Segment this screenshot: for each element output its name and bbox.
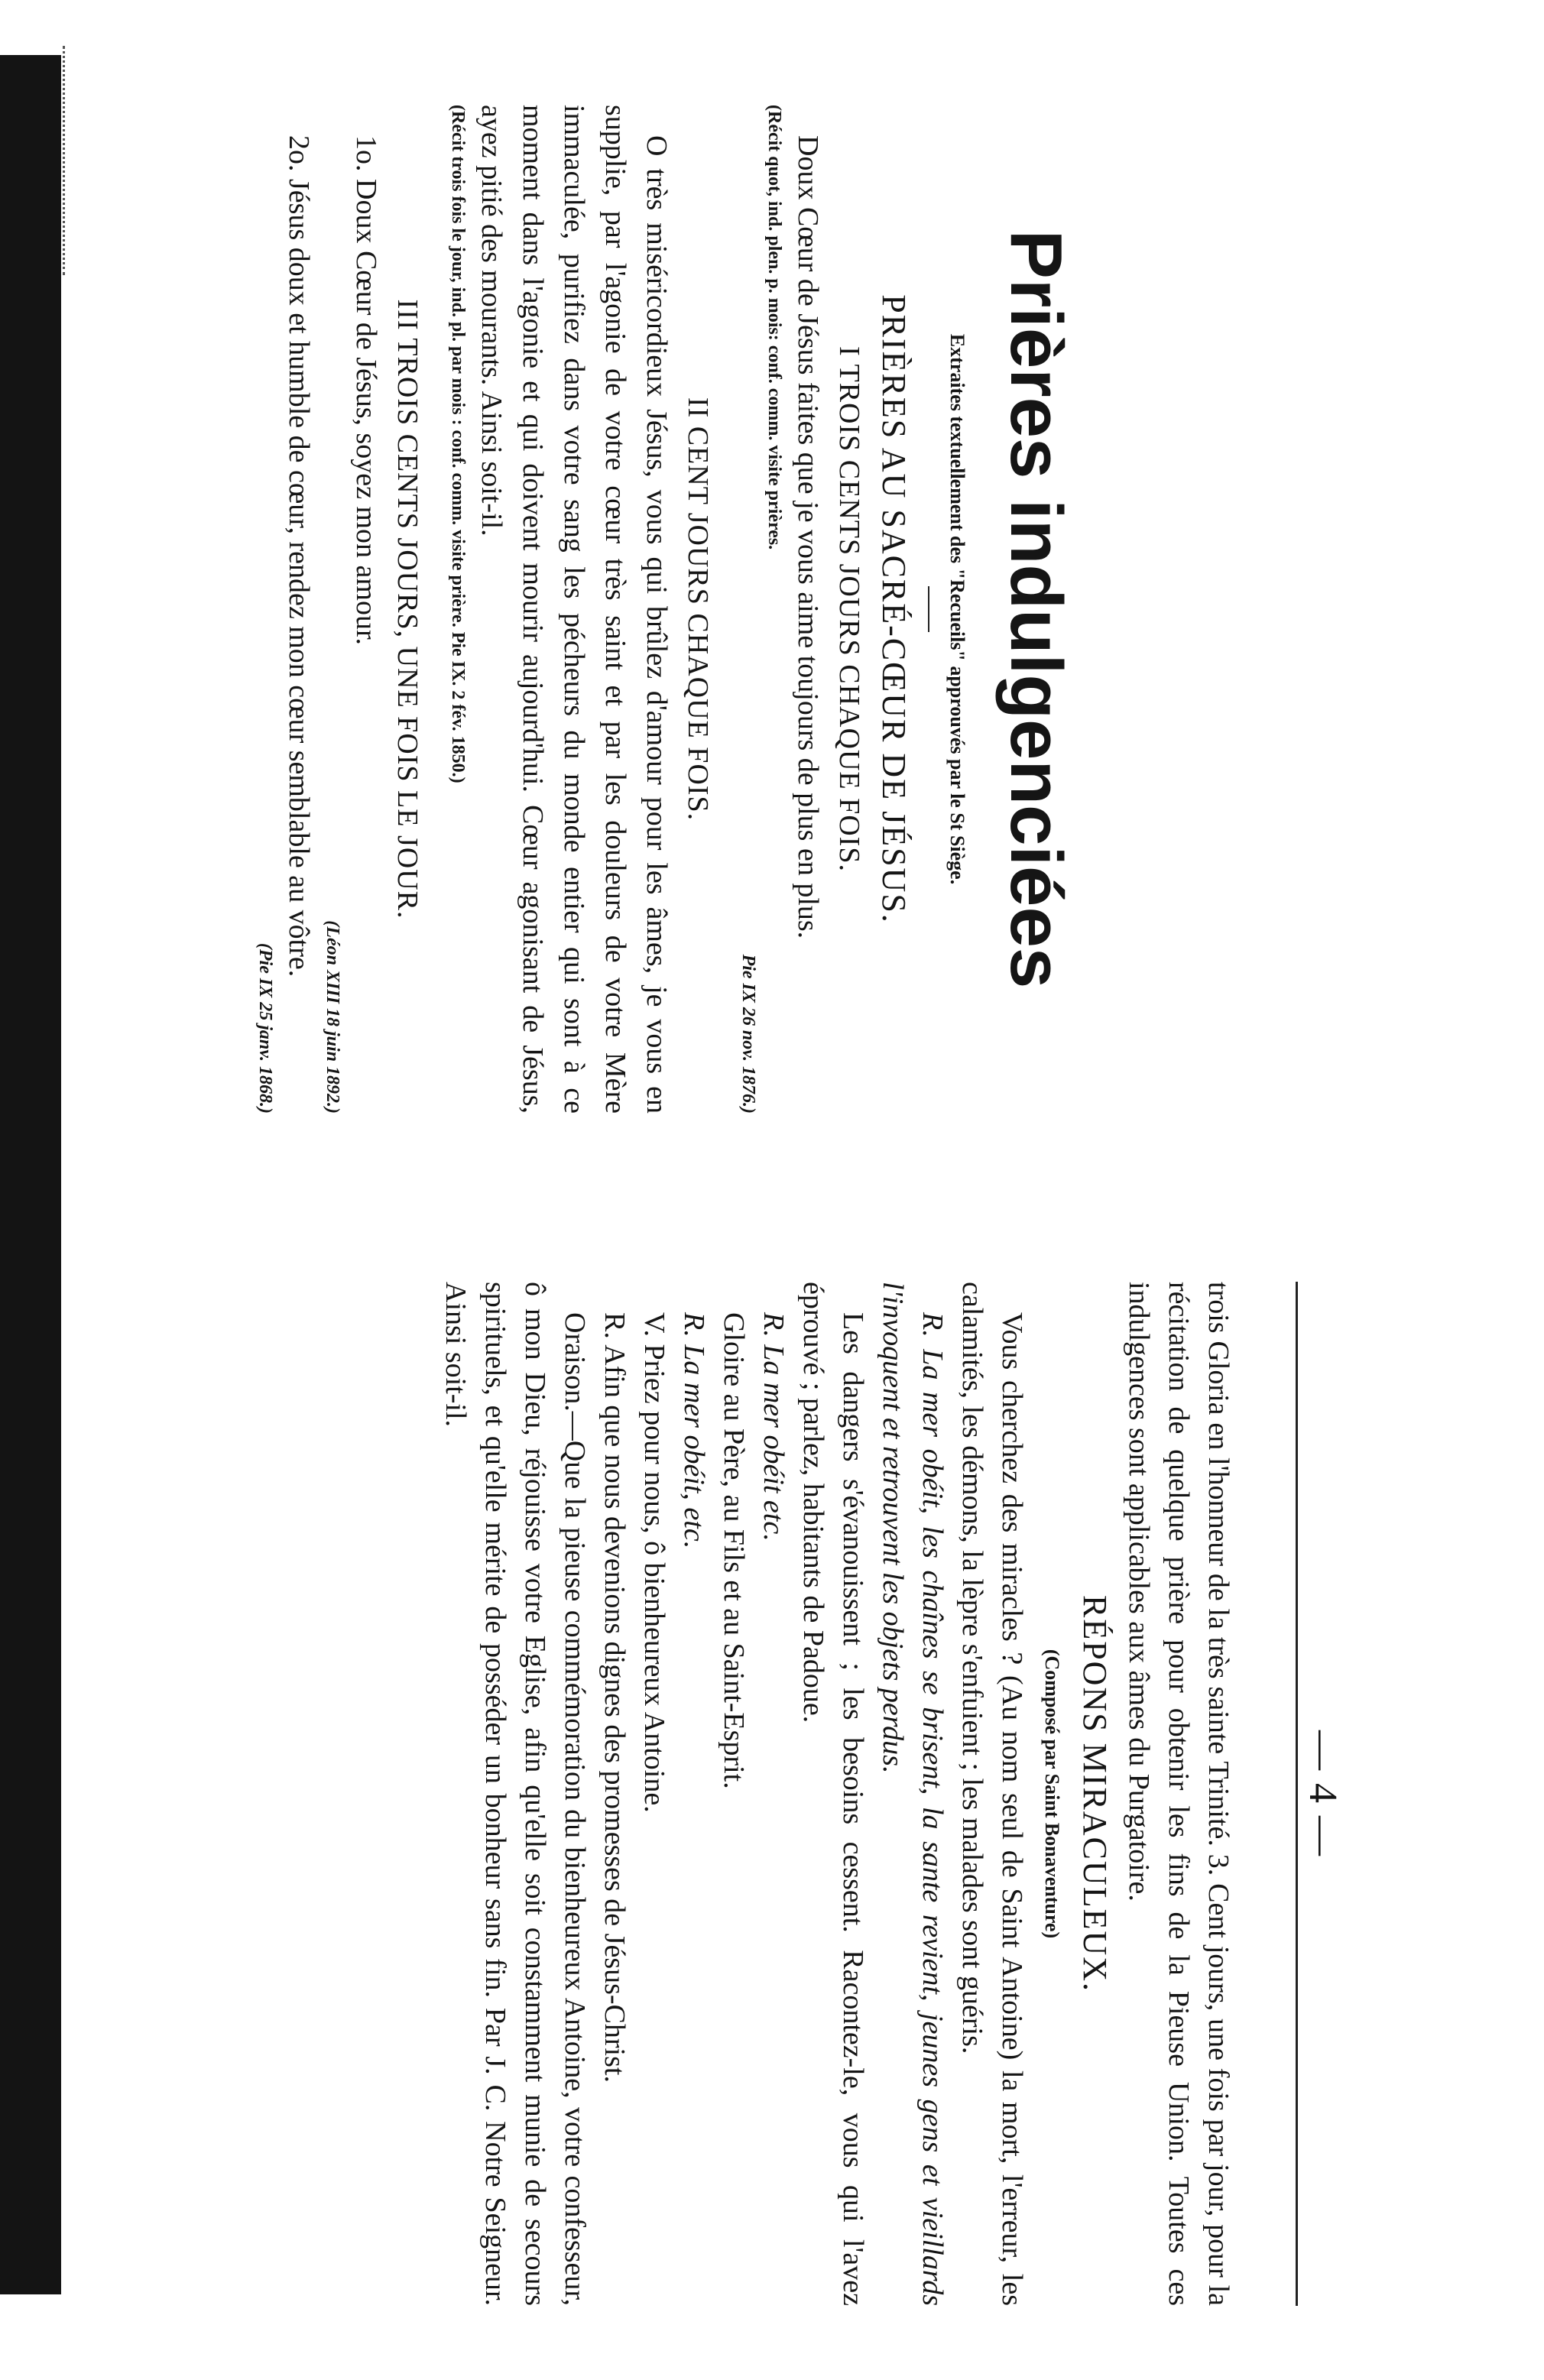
section-title: PRIÈRES AU SACRÉ-CŒUR DE JÉSUS. — [875, 294, 913, 924]
reference-1b: Pie IX 26 nov. 1876.) — [738, 954, 758, 1114]
page-right — [54, 105, 1475, 1114]
reference-3: (Léon XIII 18 juin 1892.) — [323, 920, 342, 1114]
rotated-spread — [54, 44, 1475, 2336]
section-title: RÉPONS MIRACULEUX. — [1076, 1594, 1114, 1993]
heading-ii: II CENT JOURS CHAQUE FOIS. — [682, 397, 714, 822]
oraison-paragraph: Oraison.—Que la pieuse commémoration du bienheureux Antoine, votre confesseur, ô mon Dieu, réjouisse votre Eglise, afin qu'elle soit constamment munie de secours spirituels, et qu'elle mérite de posséder un bonheur sans fin. Par J. C. Notre Seigneur. Ainsi soit-il. — [440, 1282, 591, 2306]
composed-note: (Composé par Saint Bonaventure) — [1041, 1649, 1063, 1939]
paragraph: Les dangers s'évanouissent ; les besoins cessent. Racontez-le, vous qui l'avez éprouvé ; parlez, habitants de Padoue. — [797, 1282, 869, 2306]
binding-edge — [0, 55, 61, 2294]
intro-paragraph: trois Gloria en l'honneur de la très sainte Trinité. 3. Cent jours, une fois par jour, pour la récitation de quelque prière pour obtenir les fins de la Pieuse Union. Toutes ces indulgences sont applicables aux âmes du Purgatoire. — [1123, 1282, 1234, 2306]
heading-i: I TROIS CENTS JOURS CHAQUE FOIS. — [833, 346, 865, 872]
separator — [928, 586, 929, 632]
response: R. La mer obéit etc. — [757, 1312, 790, 1542]
page-left — [54, 1282, 1475, 2306]
prayer-4: 2o. Jésus doux et humble de cœur, rendez mon cœur semblable au vôtre. — [283, 135, 315, 978]
prayer-2: O très miséricordieux Jésus, vous qui brûlez d'amour pour les âmes, je vous en supplie, par l'agonie de votre cœur très saint et par les douleurs de votre Mère immaculée, purifiez dans votre sang les pécheurs du monde entier qui sont à ce moment dans l'agonie et qui doivent mourir aujourd'hui. Cœur agonisant de Jésus, ayez pitié des mourants. Ainsi soit-il. — [475, 105, 673, 1114]
reference-2: (Récit trois fois le jour, ind. pl. par mois : conf. comm. visite prière. Pie IX. 2 fév. 1850.) — [448, 105, 468, 783]
page-title: Prières indulgenciées — [995, 229, 1077, 989]
page-number: — 4 — — [1301, 1730, 1345, 1857]
prayer-3: 1o. Doux Cœur de Jésus, soyez mon amour. — [350, 135, 382, 646]
versicle: V. Priez pour nous, ô bienheureux Antoine. — [638, 1312, 670, 1813]
response: R. Afin que nous devenions dignes des promesses de Jésus-Christ. — [598, 1312, 631, 2083]
subtitle: Extraites textuellement des "Recueils" approuvés par le St Siège. — [946, 333, 968, 885]
gloria-line: Gloire au Père, au Fils et au Saint-Esprit. — [718, 1312, 750, 1789]
spacer — [428, 105, 445, 1114]
reference-1: (Récit quot, ind. plen. p. mois: conf. comm. visite prières. — [764, 105, 784, 550]
left-column — [436, 1282, 1238, 2306]
spacer — [718, 105, 735, 1114]
reference-4: (Pie IX 25 janv. 1868.) — [255, 942, 275, 1114]
prayer-1: Doux Cœur de Jésus faites que je vous aime toujours de plus en plus. — [792, 135, 824, 939]
right-column — [252, 105, 1078, 1114]
header-rule — [1296, 1282, 1298, 2306]
heading-iii: III TROIS CENTS JOURS, UNE FOIS LE JOUR. — [391, 299, 423, 919]
response: R. La mer obéit, etc. — [678, 1312, 710, 1549]
paragraph: Vous cherchez des miracles ? (Au nom seul de Saint Antoine) la mort, l'erreur, les calamités, les démons, la lèpre s'enfuient ; les malades sont guéris. — [956, 1282, 1028, 2306]
response: R. La mer obéit, les chaînes se brisent, la sante revient, jeunes gens et vieillards l'invoquent et retrouvent les objets perdus. — [877, 1282, 949, 2306]
